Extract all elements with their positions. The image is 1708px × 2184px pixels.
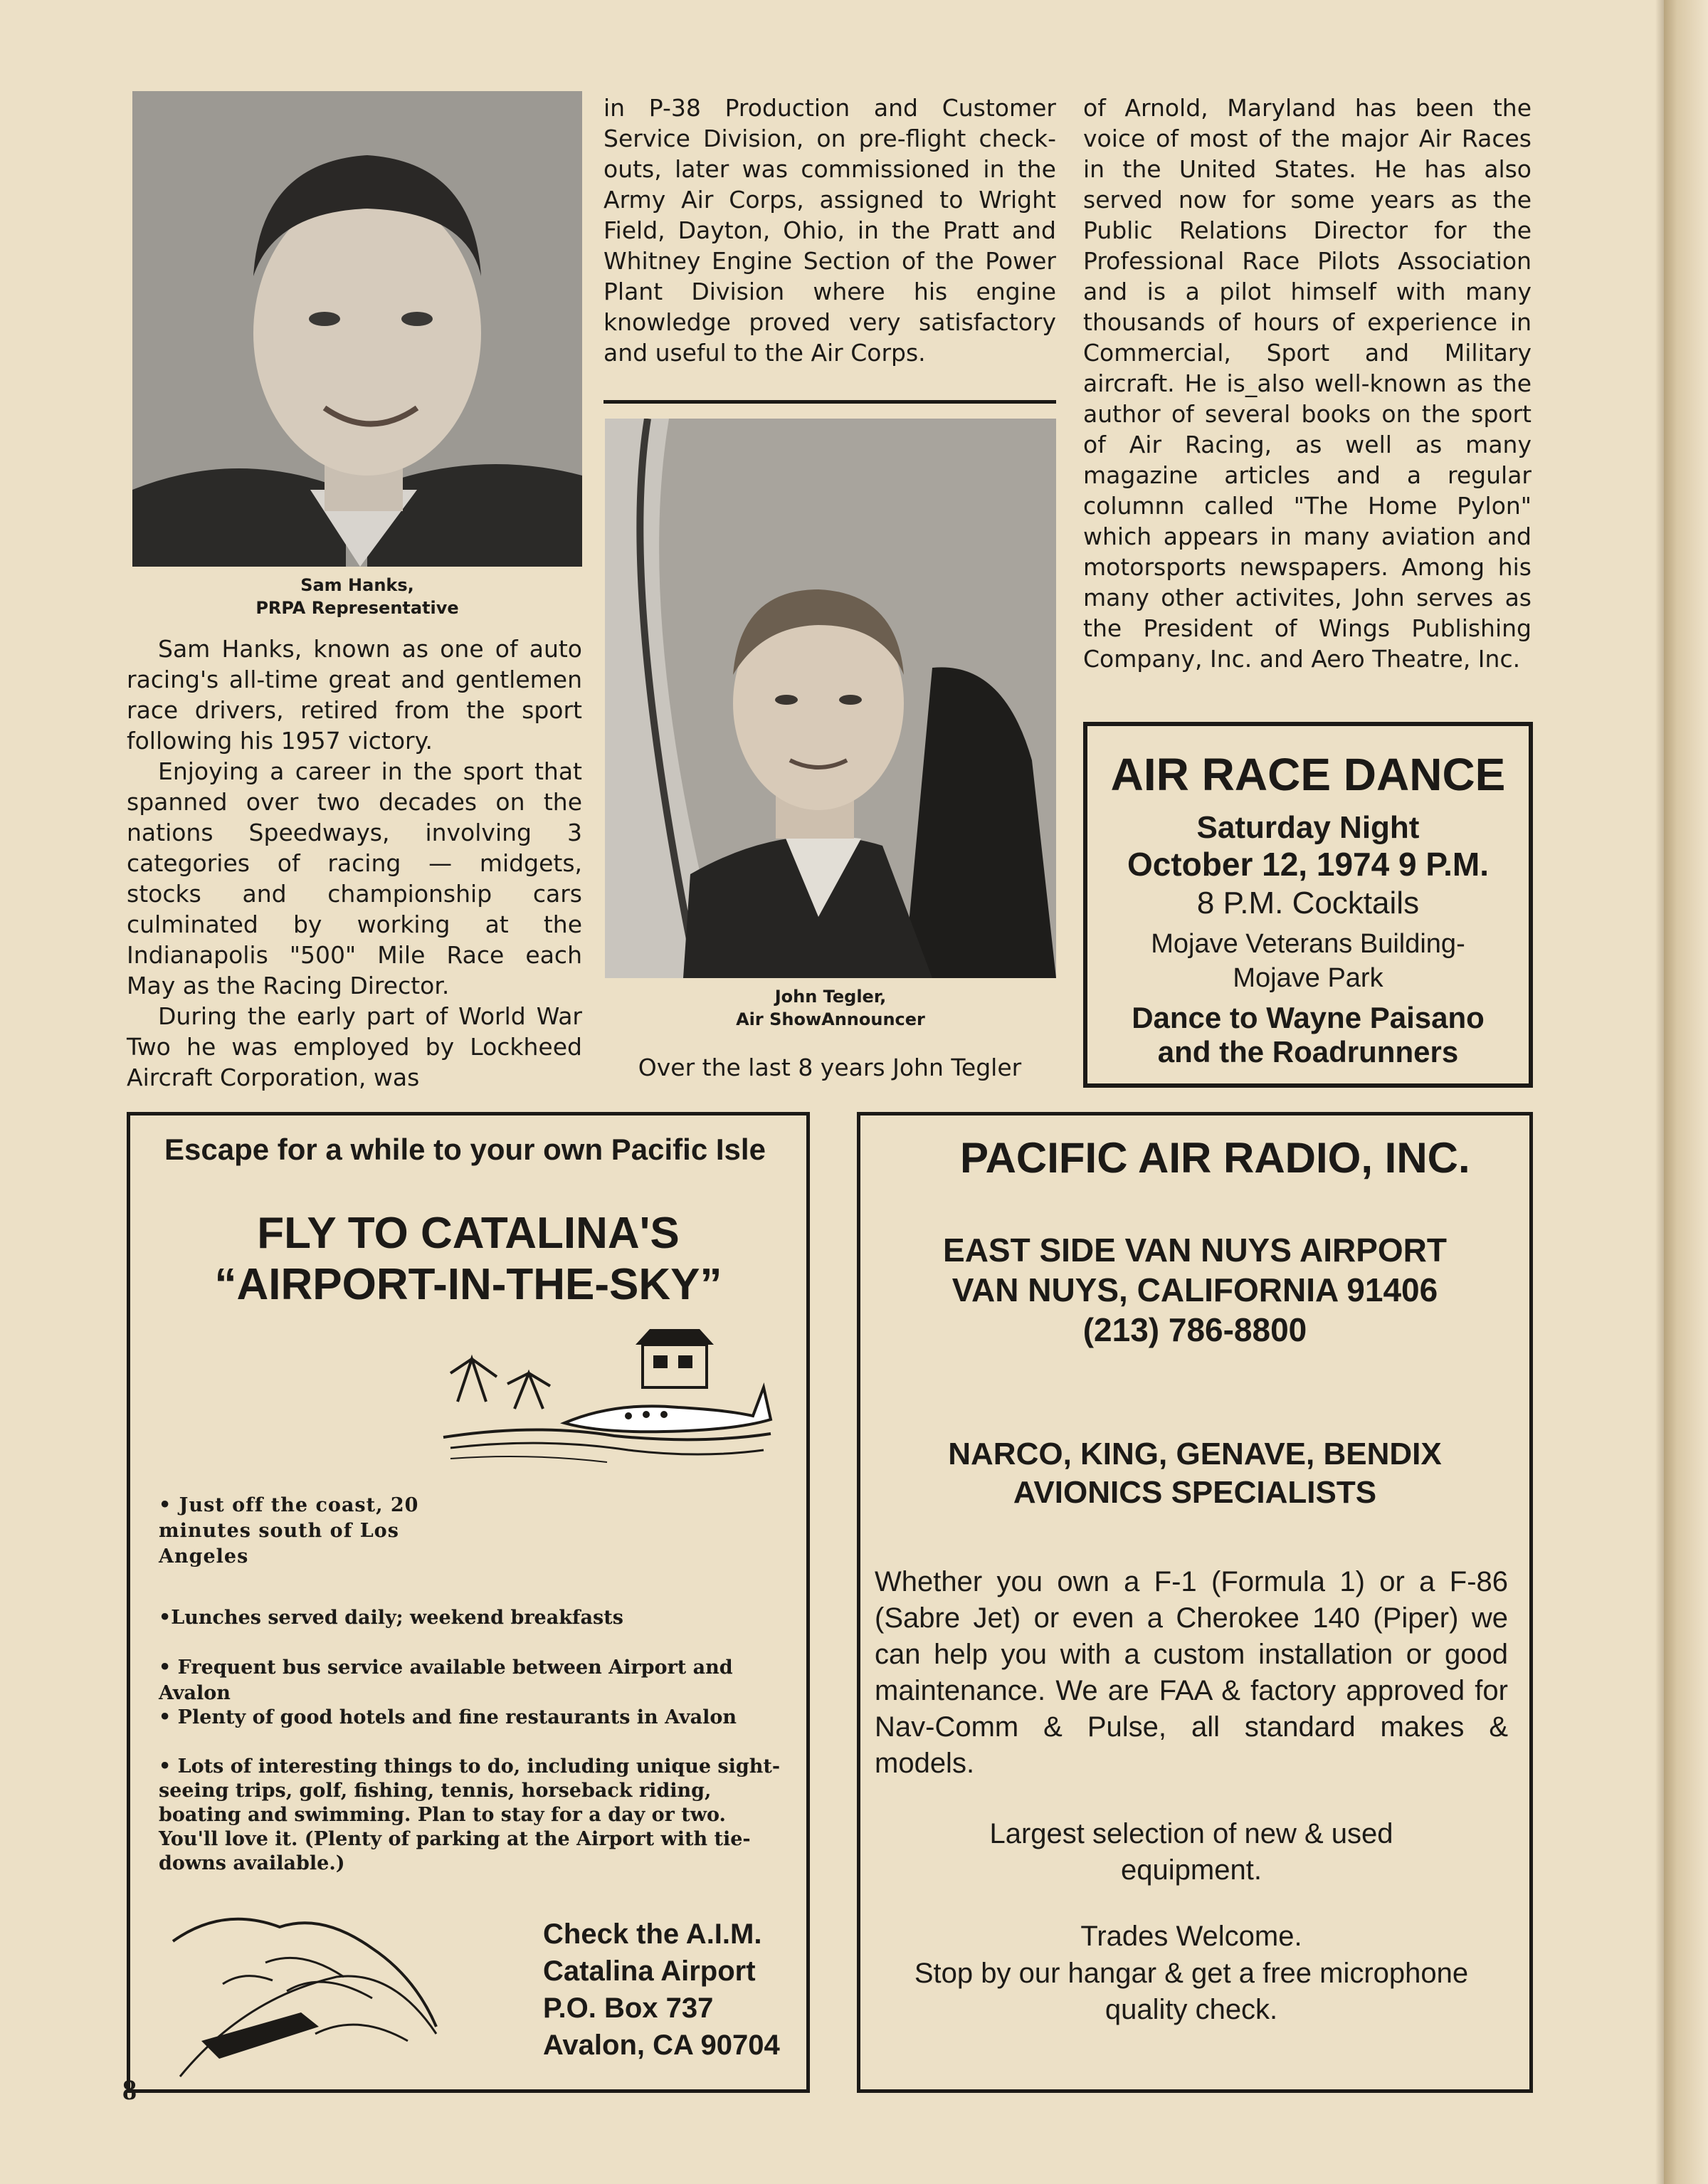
article-paragraph: in P-38 Production and Customer Service Division, on pre-flight check-outs, later was commissioned in the Army Air Corps, assigned to Wright Field, Dayton, Ohio, in the Pratt and Whitney Engine Section of the Power Plant Division where his engine knowledge proved very satisfactory and useful to the Air Corps. — [603, 94, 1056, 367]
sam-hanks-caption — [132, 574, 582, 619]
article-paragraph: of Arnold, Maryland has been the voice of most of the major Air Races in the United States. He has also served now for some years as the Public Relations Director for the Professional Race Pilots Association and is a pilot himself with many thousands of hours of experience in Commercial, Sport and Military aircraft. He is_also well-known as the author of several books on the sport of Air Racing, as well as many magazine articles and a regular columnn called "The Home Pylon" which appears in many aviation and motorsports newspapers. Among his many other activites, John serves as the President of Wings Publishing Company, Inc. and Aero Theatre, Inc. — [1083, 94, 1532, 673]
page-number: 8 — [122, 2074, 137, 2106]
john-tegler-caption-title: Air ShowAnnouncer — [736, 1009, 925, 1029]
radio-phone: (213) 786-8800 — [1082, 1311, 1307, 1348]
radio-specialists: AVIONICS SPECIALISTS — [1013, 1475, 1377, 1510]
sam-hanks-caption-name: Sam Hanks, — [300, 575, 414, 595]
john-tegler-caption-name: John Tegler, — [774, 987, 887, 1007]
sam-hanks-article — [127, 634, 582, 1093]
dance-venue: Mojave Veterans Building- — [1151, 929, 1465, 959]
article-paragraph: Sam Hanks, known as one of auto racing's all-time great and gentlemen race drivers, retired from the sport following his 1957 victory. — [127, 635, 582, 755]
catalina-seaplane-illustration — [429, 1316, 785, 1487]
radio-paragraph-2: Largest selection of new & used equipment. — [989, 1818, 1393, 1886]
sam-hanks-photo — [132, 91, 582, 567]
catalina-address-1: Check the A.I.M. — [543, 1918, 762, 1950]
radio-address-1: EAST SIDE VAN NUYS AIRPORT — [943, 1232, 1447, 1269]
catalina-address-3: P.O. Box 737 — [543, 1993, 714, 2024]
dance-band-line2: and the Roadrunners — [1157, 1035, 1459, 1069]
catalina-bullet: • Lots of interesting things to do, including unique sight-seeing trips, golf, fishing, tennis, horseback riding, boating and swimming. Plan to stay for a day or two. You'll love it. (Plenty of parking at the Airport with tie-downs available.) — [159, 1755, 781, 1874]
catalina-address-4: Avalon, CA 90704 — [543, 2030, 780, 2061]
dance-venue-park: Mojave Park — [1233, 963, 1383, 993]
catalina-bullet: •Lunches served daily; weekend breakfasts — [159, 1607, 623, 1629]
catalina-airport-ad — [127, 1112, 810, 2093]
dance-title: AIR RACE DANCE — [1110, 749, 1506, 800]
air-race-dance-ad — [1083, 722, 1533, 1088]
catalina-headline-2: “AIRPORT-IN-THE-SKY” — [214, 1260, 722, 1309]
dance-cocktails: 8 P.M. Cocktails — [1196, 886, 1420, 920]
radio-hangar: Stop by our hangar & get a free microphone quality check. — [914, 1958, 1469, 2025]
catalina-bullet: • Just off the coast, 20 minutes south of Los Angeles — [159, 1494, 419, 1568]
radio-trades: Trades Welcome. — [1080, 1921, 1302, 1952]
article-paragraph: During the early part of World War Two he was employed by Lockheed Aircraft Corporation, was — [127, 1002, 582, 1091]
catalina-bullet: • Plenty of good hotels and fine restaurants in Avalon — [159, 1706, 737, 1728]
page-edge — [1664, 0, 1708, 2184]
article-paragraph: Enjoying a career in the sport that spanned over two decades on the nations Speedways, involving 3 categories of racing — midgets, stocks and championship cars culminated by working at the Indianapolis "500" Mile Race each May as the Racing Director. — [127, 757, 582, 999]
radio-address-2: VAN NUYS, CALIFORNIA 91406 — [951, 1271, 1438, 1308]
catalina-bullet: • Frequent bus service available between Airport and Avalon — [159, 1657, 733, 1704]
john-tegler-photo — [605, 419, 1056, 978]
john-tegler-caption — [605, 985, 1056, 1031]
catalina-island-map — [159, 1891, 443, 2084]
radio-brands: NARCO, KING, GENAVE, BENDIX — [948, 1437, 1442, 1471]
sam-hanks-caption-title: PRPA Representative — [255, 598, 459, 618]
radio-paragraph-1: Whether you own a F-1 (Formula 1) or a F-86 (Sabre Jet) or even a Cherokee 140 (Piper) we can help you with a custom installation or good maintenance. We are FAA & factory approved for Nav-Comm & Pulse, all standard makes & models. — [875, 1566, 1508, 1779]
dance-day: Saturday Night — [1196, 810, 1420, 845]
dance-date: October 12, 1974 9 P.M. — [1127, 846, 1489, 883]
catalina-headline-1: FLY TO CATALINA'S — [257, 1209, 680, 1258]
column-divider-rule — [603, 400, 1056, 404]
catalina-address-2: Catalina Airport — [543, 1955, 756, 1987]
john-tegler-article — [1083, 93, 1532, 674]
page-crease — [1655, 0, 1664, 2184]
article-paragraph: Over the last 8 years John Tegler — [638, 1054, 1022, 1081]
catalina-tagline: Escape for a while to your own Pacific Isle — [164, 1133, 766, 1166]
radio-title: PACIFIC AIR RADIO, INC. — [960, 1134, 1470, 1182]
pacific-air-radio-ad — [857, 1112, 1533, 2093]
dance-band-line1: Dance to Wayne Paisano — [1132, 1001, 1485, 1034]
john-tegler-lead — [603, 1052, 1056, 1083]
sam-hanks-article-continued — [603, 93, 1056, 368]
